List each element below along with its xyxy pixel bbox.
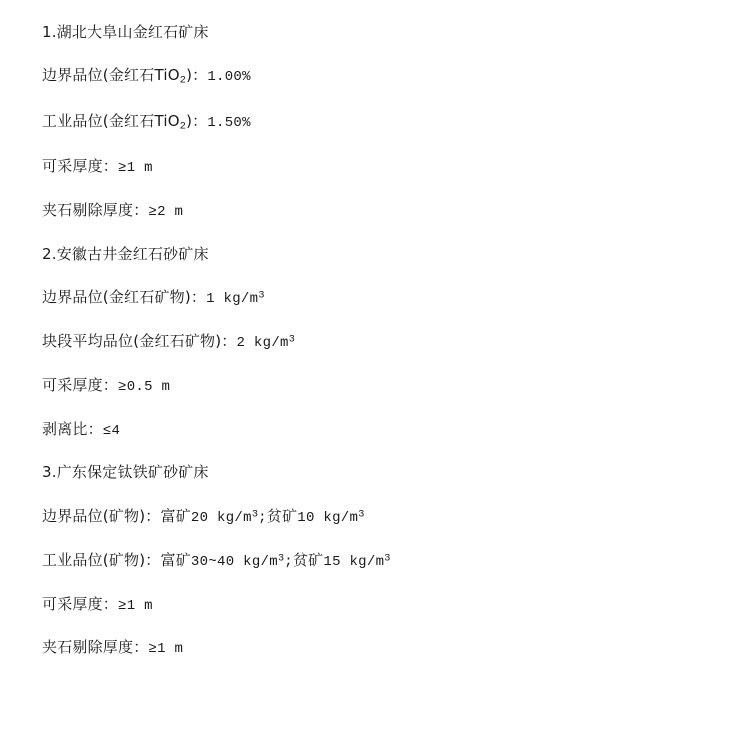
spec-value: 1 kg/m xyxy=(206,290,259,307)
exponent: 3 xyxy=(384,553,391,565)
spec-value: 2 kg/m xyxy=(236,334,289,351)
document-body xyxy=(42,22,690,659)
spec-separator: ; xyxy=(284,553,293,570)
spec-separator: ; xyxy=(258,509,267,526)
spec-value-rich: 20 kg/m xyxy=(190,509,252,526)
exponent: 3 xyxy=(258,290,265,302)
spec-industrial-grade-3: 工业品位(矿物)：富矿30~40 $kg/m^3$;贫矿15 $kg/m^3$ xyxy=(42,550,391,570)
spec-value: ≥2 m xyxy=(148,203,184,220)
spec-minable-thickness-1: 可采厚度：≥1 m xyxy=(42,156,153,176)
spec-value-poor: 10 kg/m xyxy=(297,509,359,526)
deposit-heading-3: 3.广东保定钛铁矿砂矿床 xyxy=(42,463,209,482)
spec-value: ≥1 m xyxy=(118,159,153,176)
spec-value: 1.50% xyxy=(207,114,251,131)
spec-boundary-grade-3: 边界品位(矿物)：富矿20 $kg/m^3$;贫矿10 $kg/m^3$ xyxy=(42,506,365,526)
spec-industrial-grade-1: 工业品位(金红石TiO$_2$)：1.50% xyxy=(42,111,251,133)
spec-value: 1.00% xyxy=(207,69,251,86)
spec-waste-rock-removal-thickness-3: 夹石剔除厚度：≥1 m xyxy=(42,638,184,658)
spec-block-average-grade-2: 块段平均品位(金红石矿物)：2 $kg/m^3$ xyxy=(42,331,296,351)
spec-value: ≤4 xyxy=(102,422,121,439)
subscript: 2 xyxy=(179,75,187,87)
subscript: 2 xyxy=(179,121,187,133)
spec-boundary-grade-1: 边界品位(金红石TiO$_2$)：1.00% xyxy=(42,66,251,87)
spec-value: ≥1 m xyxy=(148,641,184,658)
spec-minable-thickness-2: 可采厚度：≥0.5 m xyxy=(42,375,171,395)
spec-boundary-grade-2: 边界品位(金红石矿物)：1 $kg/m^3$ xyxy=(42,287,265,307)
spec-value: ≥1 m xyxy=(118,597,153,614)
exponent: 3 xyxy=(277,553,285,565)
spec-value: ≥0.5 m xyxy=(118,378,171,395)
spec-value-poor: 15 kg/m xyxy=(323,553,385,570)
deposit-heading-1: 1.湖北大阜山金红石矿床 xyxy=(42,23,209,41)
spec-minable-thickness-3: 可采厚度：≥1 m xyxy=(42,594,153,614)
spec-value-rich: 30~40 kg/m xyxy=(190,553,278,570)
spec-waste-rock-removal-thickness-1: 夹石剔除厚度：≥2 m xyxy=(42,200,184,220)
deposit-heading-2: 2.安徽古井金红石砂矿床 xyxy=(42,244,209,263)
exponent: 3 xyxy=(358,509,365,521)
exponent: 3 xyxy=(251,509,259,521)
spec-stripping-ratio-2: 剥离比：≤4 xyxy=(42,419,121,439)
exponent: 3 xyxy=(288,334,296,346)
